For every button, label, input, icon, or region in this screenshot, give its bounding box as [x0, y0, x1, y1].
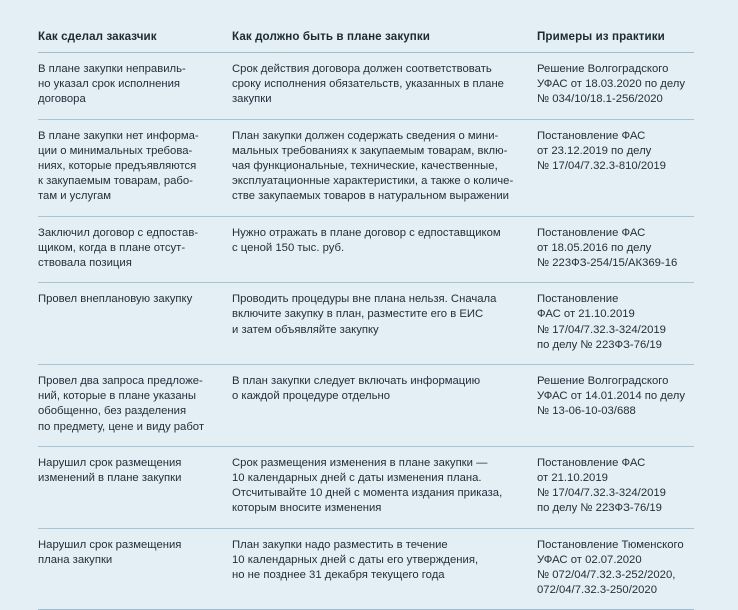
- cell-text-line: Решение Волгоградского: [537, 375, 669, 388]
- cell-text-line: о каждой процедуре отдельно: [232, 390, 390, 403]
- practice-table-container: [38, 30, 694, 610]
- cell-practice-example: [537, 216, 694, 283]
- table-row: [38, 528, 694, 610]
- cell-text-line: договора: [38, 93, 86, 106]
- cell-text-line: В плане закупки нет информа-: [38, 129, 199, 142]
- cell-text-line: Постановление: [537, 293, 619, 306]
- cell-text-line: сроку исполнения обязательств, указанных в плане: [232, 78, 504, 91]
- cell-required-plan: [232, 119, 537, 216]
- cell-text-line: Постановление ФАС: [537, 456, 646, 469]
- cell-text-line: Провел внеплановую закупку: [38, 293, 193, 306]
- cell-text-line: № 072/04/7.32.3-252/2020,: [537, 569, 676, 582]
- column-header-required-plan: Как должно быть в плане закупки: [232, 30, 537, 53]
- table-row: [38, 53, 694, 120]
- cell-text-line: обобщенно, без разделения: [38, 405, 187, 418]
- cell-text-line: Нарушил срок размещения: [38, 538, 182, 551]
- cell-practice-example: [537, 283, 694, 365]
- column-header-practice-examples: Примеры из практики: [537, 30, 694, 53]
- cell-text-line: Проводить процедуры вне плана нельзя. Сначала: [232, 293, 497, 306]
- cell-text-line: В плане закупки неправиль-: [38, 63, 186, 75]
- cell-text-line: 10 календарных дней с даты изменения плана.: [232, 472, 482, 485]
- procurement-violations-table: [38, 30, 694, 610]
- cell-text-line: План закупки должен содержать сведения о мини-: [232, 129, 499, 142]
- cell-text-line: но указал срок исполнения: [38, 78, 181, 91]
- cell-text-line: Отсчитывайте 10 дней с момента издания приказа,: [232, 487, 503, 500]
- cell-practice-example: [537, 446, 694, 528]
- cell-text-line: План закупки надо разместить в течение: [232, 538, 448, 551]
- cell-text-line: но не позднее 31 декабря текущего года: [232, 569, 445, 582]
- cell-text-line: № 13-06-10-03/688: [537, 405, 636, 418]
- cell-text-line: ции о минимальных требова-: [38, 144, 193, 157]
- cell-text-line: стве закупаемых товаров в натуральном выражении: [232, 190, 509, 203]
- cell-text-line: В план закупки следует включать информацию: [232, 375, 481, 388]
- cell-text-line: Заключил договор с едпостав-: [38, 226, 199, 239]
- cell-customer-action: [38, 446, 232, 528]
- cell-text-line: № 17/04/7.32.3-324/2019: [537, 323, 666, 336]
- cell-text-line: которым вносите изменения: [232, 502, 382, 515]
- cell-text-line: УФАС от 18.03.2020 по делу: [537, 78, 686, 91]
- table-row: [38, 119, 694, 216]
- cell-customer-action: [38, 283, 232, 365]
- cell-required-plan: [232, 53, 537, 120]
- cell-text-line: с ценой 150 тыс. руб.: [232, 241, 345, 254]
- cell-text-line: ствовала позиция: [38, 257, 132, 270]
- cell-text-line: эксплуатационные характеристики, а также о количе-: [232, 175, 514, 188]
- cell-text-line: Постановление Тюменского: [537, 538, 684, 551]
- cell-text-line: по предмету, цене и виду работ: [38, 420, 205, 433]
- cell-customer-action: [38, 119, 232, 216]
- cell-practice-example: [537, 528, 694, 610]
- cell-text-line: по делу № 223ФЗ-76/19: [537, 502, 662, 515]
- cell-text-line: ниях, которые предъявляются: [38, 160, 197, 173]
- cell-text-line: Срок действия договора должен соответствовать: [232, 63, 492, 75]
- cell-text-line: от 23.12.2019 по делу: [537, 144, 652, 157]
- cell-customer-action: [38, 53, 232, 120]
- table-header-row: [38, 30, 694, 53]
- cell-text-line: ний, которые в плане указаны: [38, 390, 197, 403]
- table-row: [38, 365, 694, 447]
- table-row: [38, 216, 694, 283]
- cell-text-line: Постановление ФАС: [537, 226, 646, 239]
- cell-required-plan: [232, 446, 537, 528]
- cell-text-line: № 17/04/7.32.3-810/2019: [537, 160, 666, 173]
- cell-practice-example: [537, 53, 694, 120]
- cell-text-line: щиком, когда в плане отсут-: [38, 241, 186, 254]
- cell-text-line: ФАС от 21.10.2019: [537, 308, 635, 321]
- cell-text-line: № 17/04/7.32.3-324/2019: [537, 487, 666, 500]
- cell-text-line: изменений в плане закупки: [38, 472, 182, 485]
- cell-text-line: по делу № 223ФЗ-76/19: [537, 338, 662, 351]
- cell-required-plan: [232, 283, 537, 365]
- cell-text-line: № 223ФЗ-254/15/АК369-16: [537, 257, 678, 270]
- cell-text-line: Нужно отражать в плане договор с едпоставщиком: [232, 226, 501, 239]
- table-header: [38, 30, 694, 53]
- cell-text-line: Срок размещения изменения в плане закупки —: [232, 456, 488, 469]
- cell-practice-example: [537, 119, 694, 216]
- cell-text-line: от 18.05.2016 по делу: [537, 241, 652, 254]
- cell-customer-action: [38, 216, 232, 283]
- cell-text-line: там и услугам: [38, 190, 112, 203]
- cell-text-line: от 21.10.2019: [537, 472, 608, 485]
- cell-text-line: закупки: [232, 93, 272, 106]
- cell-text-line: 10 календарных дней с даты его утверждения,: [232, 553, 479, 566]
- cell-text-line: Провел два запроса предложе-: [38, 375, 203, 388]
- cell-text-line: УФАС от 02.07.2020: [537, 553, 642, 566]
- cell-required-plan: [232, 528, 537, 610]
- cell-text-line: Нарушил срок размещения: [38, 456, 182, 469]
- cell-customer-action: [38, 528, 232, 610]
- table-body: [38, 53, 694, 610]
- cell-text-line: УФАС от 14.01.2014 по делу: [537, 390, 686, 403]
- cell-text-line: Постановление ФАС: [537, 129, 646, 142]
- cell-text-line: к закупаемым товарам, рабо-: [38, 175, 193, 188]
- cell-customer-action: [38, 365, 232, 447]
- table-row: [38, 446, 694, 528]
- cell-text-line: включите закупку в план, разместите его в ЕИС: [232, 308, 484, 321]
- cell-required-plan: [232, 365, 537, 447]
- cell-text-line: 072/04/7.32.3-250/2020: [537, 584, 657, 597]
- cell-text-line: мальных требованиях к закупаемым товарам, вклю-: [232, 144, 508, 157]
- cell-text-line: плана закупки: [38, 553, 113, 566]
- cell-text-line: № 034/10/18.1-256/2020: [537, 93, 663, 106]
- table-row: [38, 283, 694, 365]
- column-header-customer-action: Как сделал заказчик: [38, 30, 232, 53]
- cell-practice-example: [537, 365, 694, 447]
- cell-text-line: и затем объявляйте закупку: [232, 323, 379, 336]
- cell-text-line: чая функциональные, технические, качественные,: [232, 160, 498, 173]
- cell-required-plan: [232, 216, 537, 283]
- cell-text-line: Решение Волгоградского: [537, 63, 669, 75]
